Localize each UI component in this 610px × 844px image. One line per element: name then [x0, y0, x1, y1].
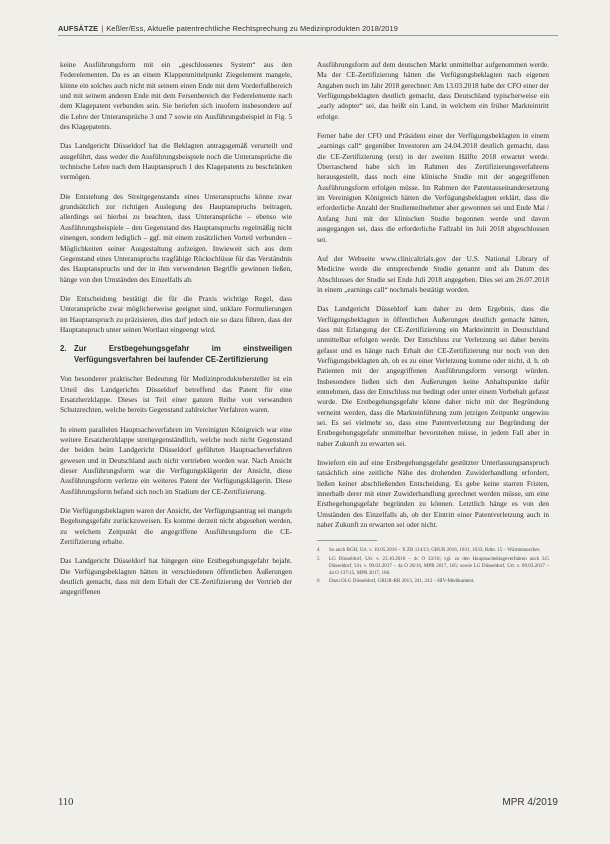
running-header — [58, 24, 558, 33]
paragraph: Die Entscheidung bestätigt die für die Praxis wichtige Regel, dass Unteransprüche zwar möglicherweise geeignet sind, unklare Formulierungen im Hauptanspruch zu präzisieren, dies darf jedoch nie so dazu führen, dass der Hauptanspruch unter seinen Wortlaut eingeengt wird. — [60, 293, 292, 334]
journal-issue: MPR 4/2019 — [502, 797, 558, 808]
footnote-rule — [317, 540, 377, 541]
footnote — [317, 547, 549, 554]
paragraph: In einem parallelen Hauptsacheverfahren im Vereinigten Königreich war eine weitere Ersatzherzklappe streitgegenständlich, welche noch nicht Gegenstand der beiden beim Landgericht Düsseldorf geführten Hauptsacheverfahren gewesen und in Deutschland auch nicht vertrieben worden war. Nach Ansicht dieser Ausführungsform war die Verfügungsklägerin der Ansicht, diese Ausführungsform verletze ein weiteres Patent der Verfügungsklägerin. Diese Ausführungsform befand sich noch im Stadium der CE-Zertifizierung. — [60, 424, 292, 496]
paragraph: Auf der Webseite www.clinicaltrials.gov der U.S. National Library of Medicine werde die entsprechende Studie genannt und als Datum des Abschlusses der Studie sei Ende Juli 2018 angegeben. Dies sei am 26.07.2018 in einem „earnings call“ nochmals bestätigt worden. — [317, 253, 549, 294]
paragraph: Die Verfügungsbeklagten waren der Ansicht, der Verfügungsantrag sei mangels Begehungsgefahr zurückzuweisen. Es komme derzeit nicht abgesehen werden, zu welchem Zeitpunkt die angegriffene Ausführungsform die CE-Zertifizierung erhalte. — [60, 506, 292, 547]
paragraph: Von besonderer praktischer Bedeutung für Medizinproduktehersteller ist ein Urteil des Landgerichts Düsseldorf betreffend das Patent für eine Ersatzherzklappe. Dieses ist Teil einer ganzen Reihe von verwandten Schutzrechten, welche bereits Gegenstand zahlreicher Verfahren waren. — [60, 374, 292, 415]
footnote-number: 6 — [317, 578, 320, 585]
paragraph: Das Landgericht Düsseldorf hat hingegen eine Erstbegehungsgefahr bejaht. Die Verfügungsbeklagten hätten in verschiedenen öffentlichen Äußerungen deutlich gemacht, dass mit dem Erhalt der CE-Zertifizierung der Vertrieb der angegriffenen — [60, 556, 292, 597]
paragraph: Inwiefern ein auf eine Erstbegehungsgefahr gestützter Unterlassungsanspruch tatsächlich eine zeitliche Nähe des drohenden Zuwiderhandlung erfordert, ließen keiner abschließenden Entscheidung. Es gebe keine starren Fristen, innerhalb derer mit einer Zuwiderhandlung gerechnet werden müsse, um eine Erstbegehungsgefahr begründen zu können. Letztlich hänge es von den Umständen des Einzelfalls ab, ob der Eintritt einer Patentverletzung auch in naher Zukunft zu erwarten sei oder nicht. — [317, 458, 549, 530]
section-number: 2. — [60, 344, 67, 354]
footnote — [317, 556, 549, 578]
paragraph: Das Landgericht Düsseldorf kam daher zu dem Ergebnis, dass die Verfügungsbeklagten in öffentlichen Äußerungen deutlich gemacht hätten, dass mit Erlangung der CE-Zertifizierung ein Markteintritt in Deutschland unmittelbar erfolgen werde. Der Entschluss zur Verletzung sei daher bereits gefasst und es hänge nach Erhalt der CE-Zertifizierung nur noch von den Verfügungsbeklagten ab, ob es zu einer Verletzung komme oder nicht, d. h. ob Patienten mit der angegriffenen Ausführungsform versorgt würden. Insbesondere ließen sich den Äußerungen keine Anhaltspunkte dafür entnehmen, dass der Entschluss nur bedingt oder unter einem Vorbehalt gefasst wurde. Die Erstbegehungsgefahr könne daher nicht mit der Begründung verneint werden, dass die Markteinführung zum jetzigen Zeitpunkt ungewiss sei. Es sei vielmehr so, dass eine Patentverletzung zur Begründung der Erstbegehungsgefahr unmittelbar bevorstehen müsse, in jedem Fall aber in naher Zukunft zu erwarten sei. — [317, 304, 549, 448]
left-column — [60, 60, 292, 607]
footnote-text: Dazu OLG Düsseldorf, GRUR-RR 2013, 241, 243 – HIV-Medikament. — [329, 578, 475, 585]
footnote-text: LG Düsseldorf, Urt. v. 23.10.2018 – 4c O 33/18; vgl. zu den Hauptsacheklageverfahren auch LG Düsseldorf, Urt. v. 09.03.2017 – 4a O 28/16, MPR 2017, 165; sowie LG Düsseldorf, Urt. v. 09.03.2017 – 4a O 137/15, MPR 2017, 166. — [329, 555, 549, 577]
section-heading — [60, 344, 292, 365]
page-number: 110 — [58, 797, 74, 808]
footnotes — [317, 547, 549, 585]
footnote — [317, 578, 549, 585]
article-title: Keßler/Ess, Aktuelle patentrechtliche Rechtsprechung zu Medizinprodukten 2018/2019 — [106, 24, 398, 33]
footnote-text: So auch BGH, Urt. v. 10.05.2016 – X ZR 114/13, GRUR 2016, 1031, 1033, Rdnr. 15 – Wärmetauscher. — [329, 547, 541, 554]
paragraph: Ferner habe der CFO und Präsident einer der Verfügungsbeklagten in einem „earnings call“ gegenüber Investoren am 24.04.2018 deutlich gemacht, dass die CE-Zertifizierung (erst) in der zweiten Hälfte 2018 erwartet werde. Überraschend habe sich im Rahmen des Zertifizierungsverfahrens herausgestellt, dass noch eine klinische Studie mit der angegriffenen Ausführungsform erfolgen müsse. Im Rahmen der Patentauseinandersetzung im Vereinigten Königreich hätten die Verfügungsbeklagten erklärt, dass die erforderliche Anzahl der Studienteilnehmer aber gewonnen sei und Ende Mai / Anfang Juni mit der klinischen Studie begonnen werde und davon ausgegangen sei, dass die erforderliche Fallzahl im Juli 2018 abgeschlossen sei. — [317, 131, 549, 244]
paragraph: Ausführungsform auf dem deutschen Markt unmittelbar aufgenommen werde. Ma der CE-Zertifizierung hätten die Verfügungsbeklagten nach eigenen Angaben noch im Jahr 2018 gerechnet: Am 13.03.2018 habe der CFO einer der Verfügungsbeklagten deutlich gemacht, dass Deutschland typischerweise ein „early adopter“ sei, das heißt ein Land, in welchem ein früher Markteintritt erfolge. — [317, 60, 549, 121]
header-rule — [58, 35, 558, 36]
footnote-number: 4 — [317, 547, 320, 554]
footnote-number: 5 — [317, 555, 320, 562]
section-title: Zur Erstbegehungsgefahr im einstweiligen Verfügungsverfahren bei laufender CE-Zertifizierung — [74, 344, 292, 364]
paragraph: Die Entstehung des Streitgegenstands eines Unteranspruchs könne zwar grundsätzlich zur richtigen Auslegung des Hauptanspruchs beitragen, allerdings sei hierbei zu beachten, dass Unteransprüche – ebenso wie Ausführungsbeispiele – den Gegenstand des Hauptanspruchs regelmäßig nicht einengen, sondern lediglich – ggf. mit einem zusätzlichen Vorteil verbunden – Möglichkeiten seiner Ausgestaltung aufzeigen. Inwieweit sich aus dem Gegenstand eines Unteranspruchs tragfähige Rückschlüsse für das Verständnis des Hauptanspruchs und der in ihm verwendeten Begriffe gewinnen ließen, hänge von den Umständen des Einzelfalls ab. — [60, 191, 292, 284]
paragraph: Das Landgericht Düsseldorf hat die Beklagten antragsgemäß verurteilt und ausgeführt, dass weder die Ausführungsbeispiele noch die Unteransprüche die technische Lehre nach dem Hauptanspruch 1 des Klagepatents zu beschränken vermögen. — [60, 141, 292, 182]
paragraph: keine Ausführungsform mit ein „geschlossenes System“ aus den Federelementen. Da es an einem Klappenmittelpunkt Ziegelement mangele, könne ein solches auch nicht mit seinem einen Ende mit dem Vorderfußbereich und mit seinem anderen Ende mit dem Fersenbereich der Federelemente nach dem Klagepatent verbunden sein. Sie beriefen sich insofern insbesondere auf die Lehre der Unteransprüche 3 und 7 sowie ein Ausführungsbeispiel in Fig. 5 des Klagepatents. — [60, 60, 292, 132]
header-separator: | — [101, 24, 104, 33]
section-label: AUFSÄTZE — [58, 24, 99, 33]
right-column — [317, 60, 549, 586]
